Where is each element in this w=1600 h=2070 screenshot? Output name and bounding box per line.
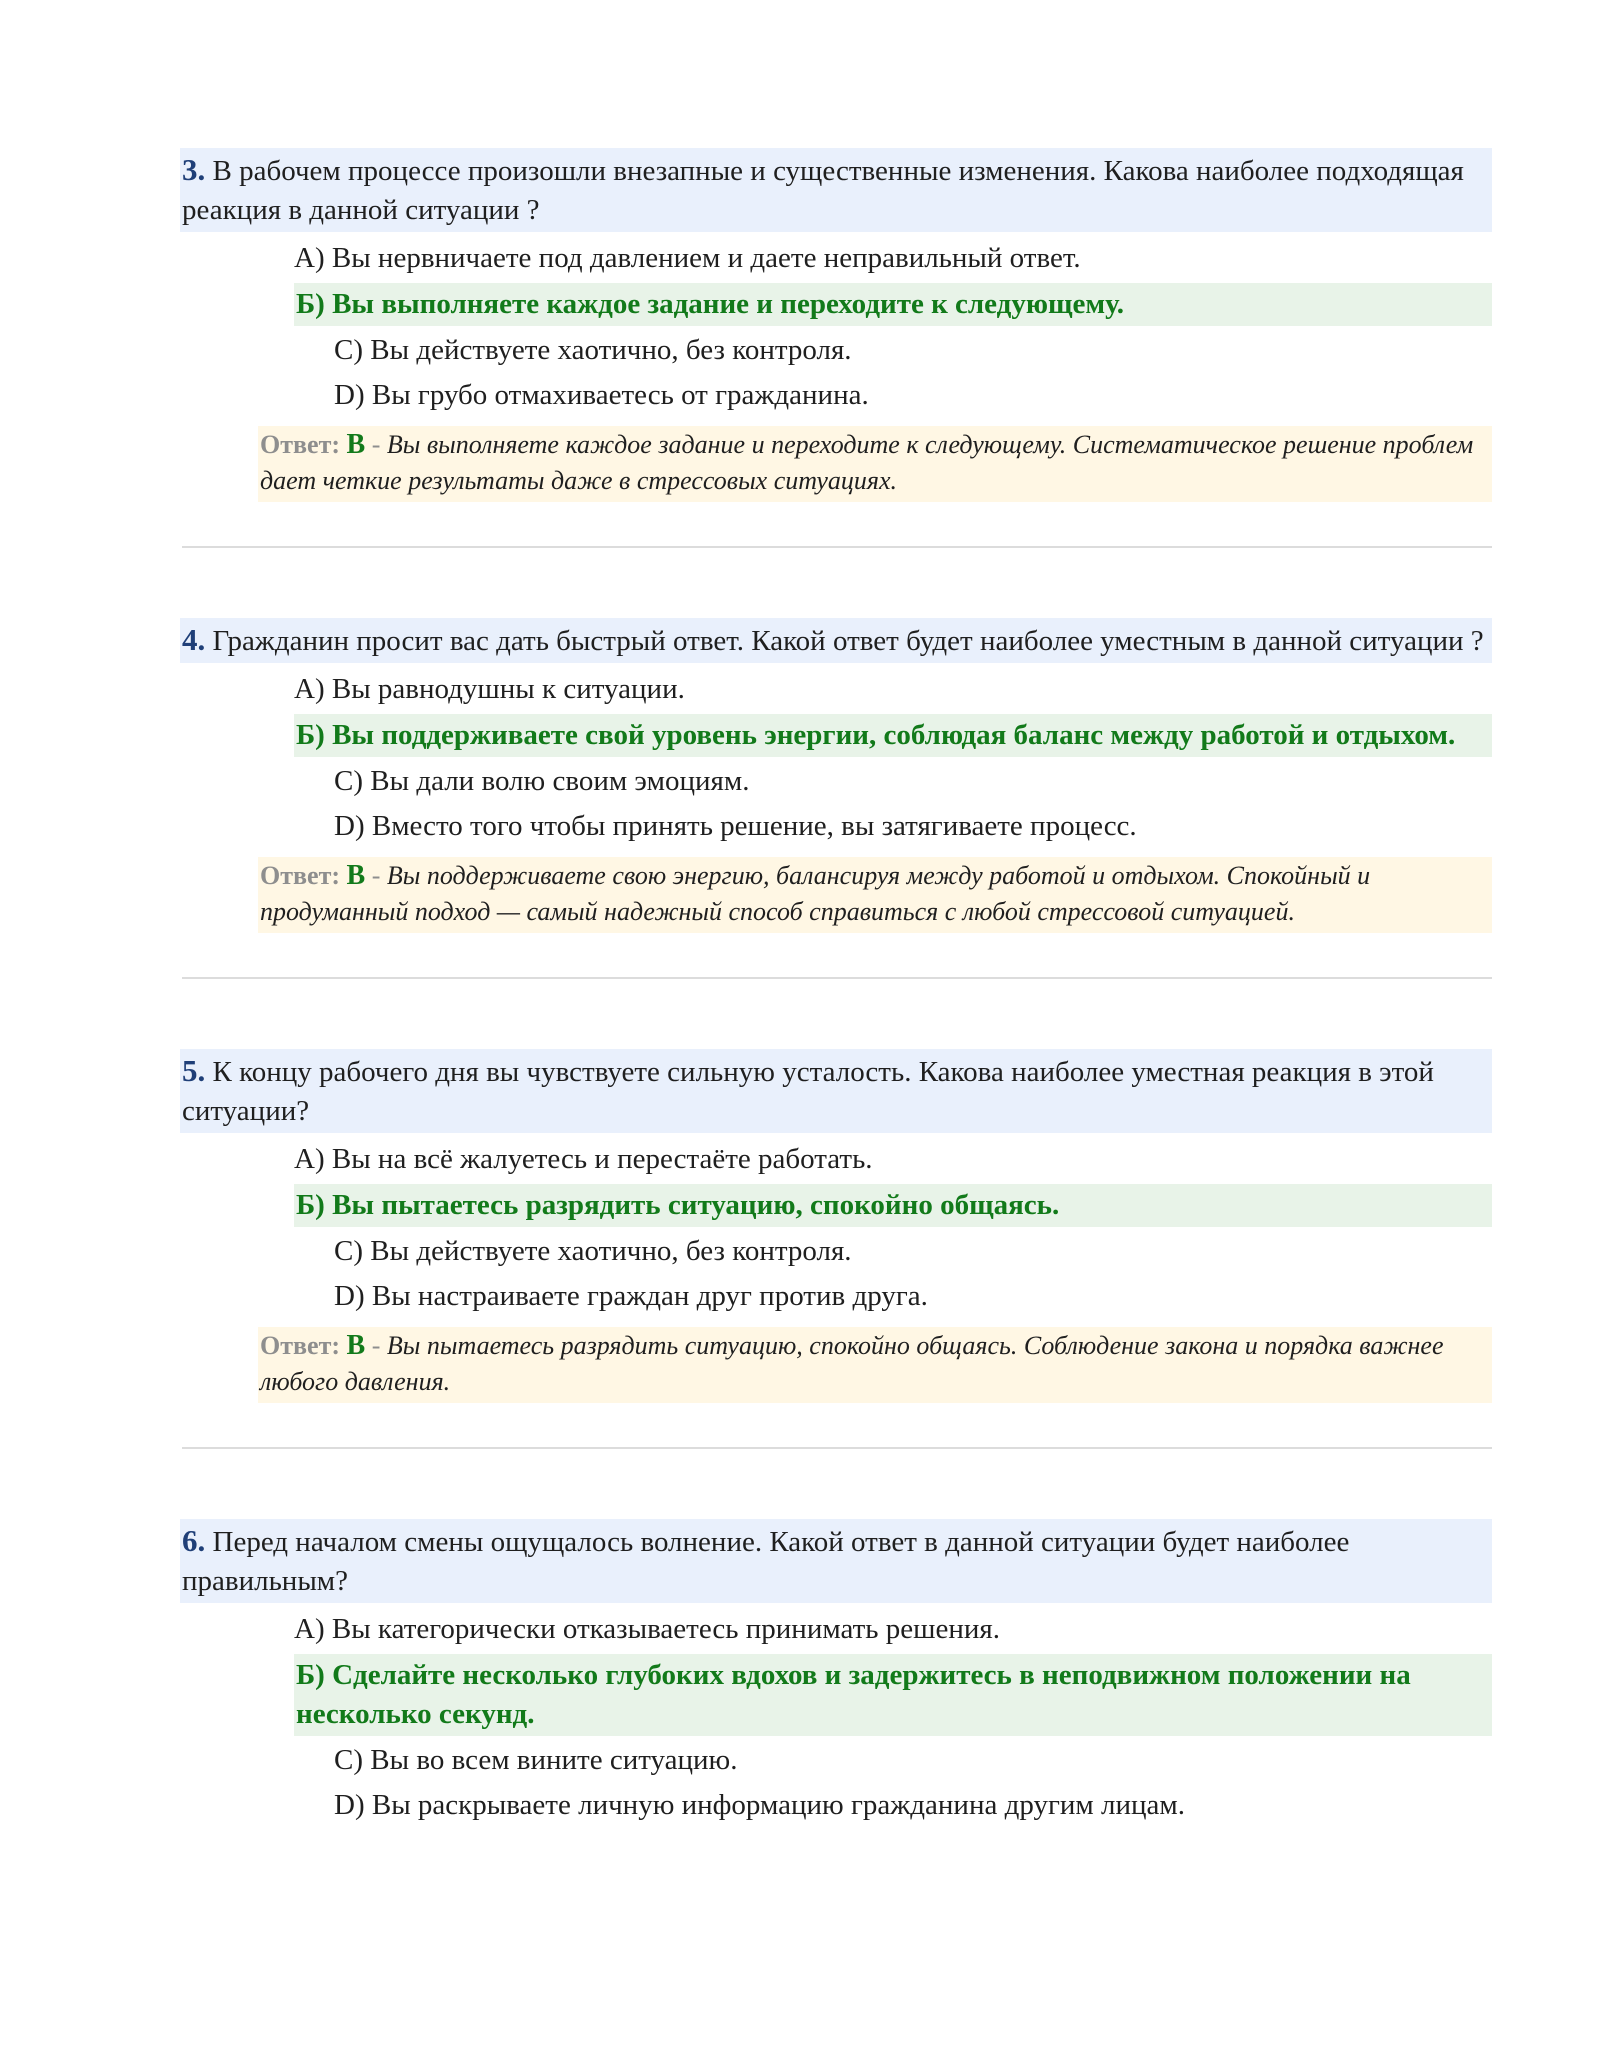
question-block-6 bbox=[182, 1519, 1492, 1828]
question-6 bbox=[180, 1519, 1492, 1603]
option-b-correct: Б) Вы пытаетесь разрядить ситуацию, спокойно общаясь. bbox=[294, 1184, 1492, 1227]
option-c: C) Вы действуете хаотично, без контроля. bbox=[334, 334, 852, 366]
option-d: D) Вы раскрываете личную информацию гражданина другим лицам. bbox=[334, 1789, 1185, 1821]
divider bbox=[182, 977, 1492, 979]
option-d: D) Вы грубо отмахиваетесь от гражданина. bbox=[334, 379, 869, 411]
question-text: Гражданин просит вас дать быстрый ответ. Какой ответ будет наиболее уместным в данной ситуации ? bbox=[212, 625, 1484, 657]
option-b-correct: Б) Сделайте несколько глубоких вдохов и задержитесь в неподвижном положении на несколько секунд. bbox=[294, 1654, 1492, 1736]
option-c: C) Вы дали волю своим эмоциям. bbox=[334, 765, 750, 797]
answer-explanation bbox=[258, 426, 1492, 502]
answer-explanation bbox=[258, 857, 1492, 933]
answer-explanation bbox=[258, 1327, 1492, 1403]
answer-letter: B bbox=[346, 860, 366, 891]
option-a: A) Вы равнодушны к ситуации. bbox=[294, 673, 685, 705]
answer-dash: - bbox=[365, 1331, 387, 1360]
answer-text: Вы поддерживаете свою энергию, балансируя между работой и отдыхом. Спокойный и продуманный подход — самый надежный способ справиться с любой стрессовой ситуацией. bbox=[260, 861, 1371, 926]
question-5 bbox=[180, 1049, 1492, 1133]
option-d: D) Вы настраиваете граждан друг против друга. bbox=[334, 1280, 928, 1312]
question-number: 5. bbox=[182, 1053, 206, 1088]
option-a: A) Вы категорически отказываетесь принимать решения. bbox=[294, 1613, 1000, 1645]
divider bbox=[182, 1447, 1492, 1449]
divider bbox=[182, 546, 1492, 548]
question-block-4 bbox=[182, 618, 1492, 979]
answer-text: Вы пытаетесь разрядить ситуацию, спокойно общаясь. Соблюдение закона и порядка важнее любого давления. bbox=[260, 1331, 1444, 1396]
question-number: 4. bbox=[182, 622, 206, 657]
option-b-correct: Б) Вы выполняете каждое задание и переходите к следующему. bbox=[294, 283, 1492, 326]
option-c: C) Вы действуете хаотично, без контроля. bbox=[334, 1235, 852, 1267]
option-a: A) Вы на всё жалуетесь и перестаёте работать. bbox=[294, 1143, 873, 1175]
answer-letter: B bbox=[346, 429, 366, 460]
question-text: Перед началом смены ощущалось волнение. Какой ответ в данной ситуации будет наиболее правильным? bbox=[182, 1526, 1350, 1597]
answer-letter: B bbox=[346, 1330, 366, 1361]
document-page bbox=[182, 148, 1492, 1828]
question-text: К концу рабочего дня вы чувствуете сильную усталость. Какова наиболее уместная реакция в этой ситуации? bbox=[182, 1056, 1434, 1127]
question-number: 6. bbox=[182, 1523, 206, 1558]
option-d: D) Вместо того чтобы принять решение, вы затягиваете процесс. bbox=[334, 810, 1137, 842]
answer-dash: - bbox=[365, 861, 387, 890]
answer-label: Ответ: bbox=[260, 861, 341, 890]
options-list bbox=[182, 667, 1492, 849]
option-a: A) Вы нервничаете под давлением и даете неправильный ответ. bbox=[294, 242, 1081, 274]
answer-text: Вы выполняете каждое задание и переходите к следующему. Систематическое решение проблем дает четкие результаты даже в стрессовых ситуациях. bbox=[260, 430, 1474, 495]
answer-label: Ответ: bbox=[260, 1331, 341, 1360]
options-list bbox=[182, 236, 1492, 418]
options-list bbox=[182, 1137, 1492, 1319]
options-list bbox=[182, 1607, 1492, 1828]
question-text: В рабочем процессе произошли внезапные и существенные изменения. Какова наиболее подходящая реакция в данной ситуации ? bbox=[182, 155, 1464, 226]
question-block-3 bbox=[182, 148, 1492, 548]
option-b-correct: Б) Вы поддерживаете свой уровень энергии, соблюдая баланс между работой и отдыхом. bbox=[294, 714, 1492, 757]
question-4 bbox=[180, 618, 1492, 663]
question-3 bbox=[180, 148, 1492, 232]
option-c: C) Вы во всем вините ситуацию. bbox=[334, 1744, 738, 1776]
question-number: 3. bbox=[182, 152, 206, 187]
answer-label: Ответ: bbox=[260, 430, 341, 459]
question-block-5 bbox=[182, 1049, 1492, 1449]
answer-dash: - bbox=[365, 430, 387, 459]
